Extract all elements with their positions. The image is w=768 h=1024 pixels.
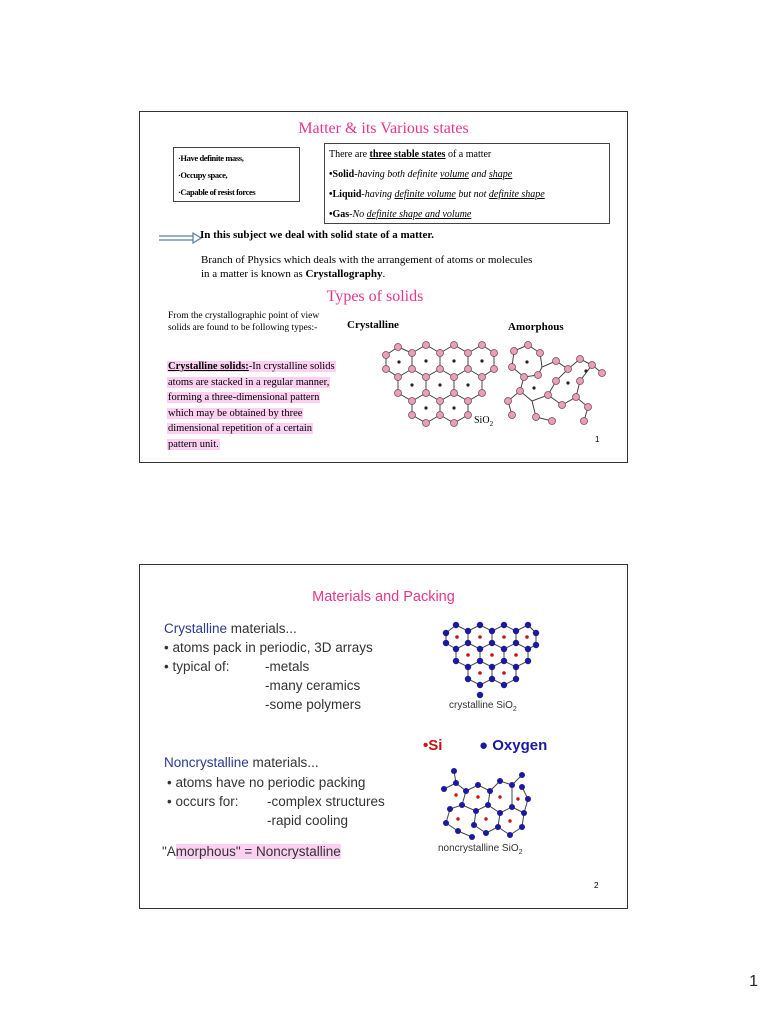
arrow-right-icon: [158, 232, 202, 244]
sio2-label: SiO$_2$: [474, 415, 494, 428]
property-item: ·Occupy space,: [178, 170, 228, 180]
crystalline-materials-heading: Crystalline materials...: [164, 621, 297, 636]
noncrystalline-sio2-caption: noncrystalline SiO$_2$: [438, 843, 523, 856]
crystalline-sio2-figure: [436, 613, 544, 699]
amorphous-figure-label: Amorphous: [508, 321, 564, 333]
state-solid: •Solid-having both definite volume and shape: [329, 169, 513, 180]
slide-1-title: Matter & its Various states: [298, 120, 469, 137]
slide-2: [139, 564, 628, 909]
property-item: ·Capable of resist forces: [178, 187, 256, 197]
state-liquid: •Liquid-having definite volume but not definite shape: [329, 189, 545, 200]
crystallographic-point-text: From the crystallographic point of view solids are found to be following types:-: [168, 311, 320, 333]
states-of-matter-box: [324, 143, 610, 224]
crystalline-list-item: -some polymers: [265, 697, 362, 712]
noncrystalline-bullet-2: • occurs for:: [167, 794, 239, 809]
si-legend: •Si: [423, 737, 443, 754]
matter-properties-box: [173, 147, 300, 202]
state-gas: •Gas-No definite shape and volume: [329, 209, 472, 220]
amorphous-definition: "Amorphous" = Noncrystalline: [162, 844, 341, 859]
slide-2-title: Materials and Packing: [312, 589, 455, 605]
document-page-number: 1: [749, 973, 758, 990]
crystalline-figure-label: Crystalline: [347, 319, 399, 331]
noncrystalline-list-item: -complex structures: [267, 794, 385, 809]
slide-2-page-number: 2: [594, 881, 599, 890]
crystalline-list-item: -metals: [265, 659, 310, 674]
crystalline-sio2-caption: crystalline SiO$_2$: [449, 700, 517, 713]
crystallography-definition: Branch of Physics which deals with the arrangement of atoms or molecules in a matter is known as Crystallography.: [201, 254, 533, 280]
noncrystalline-list-item: -rapid cooling: [267, 813, 349, 828]
noncrystalline-materials-heading: Noncrystalline materials...: [164, 755, 319, 770]
slide-1-page-number: 1: [595, 435, 600, 444]
crystalline-list-item: -many ceramics: [265, 678, 361, 693]
slide-1: [139, 111, 628, 463]
noncrystalline-sio2-figure: [438, 765, 534, 843]
types-of-solids-heading: Types of solids: [326, 288, 424, 305]
states-intro: There are three stable states of a matter: [329, 149, 492, 160]
crystalline-bullet-2: • typical of:: [164, 659, 230, 674]
oxygen-legend: ● Oxygen: [479, 737, 548, 754]
noncrystalline-bullet-1: • atoms have no periodic packing: [167, 775, 366, 790]
crystalline-bullet-1: • atoms pack in periodic, 3D arrays: [164, 640, 373, 655]
property-item: ·Have definite mass,: [178, 153, 244, 163]
crystalline-solids-definition: Crystalline solids:-In crystalline solids atoms are stacked in a regular manner, forming a three-dimensional pattern which may be obtained by three dimensional repetition of a certain pattern unit.: [168, 361, 335, 450]
subject-statement: In this subject we deal with solid state of a matter.: [200, 229, 434, 241]
